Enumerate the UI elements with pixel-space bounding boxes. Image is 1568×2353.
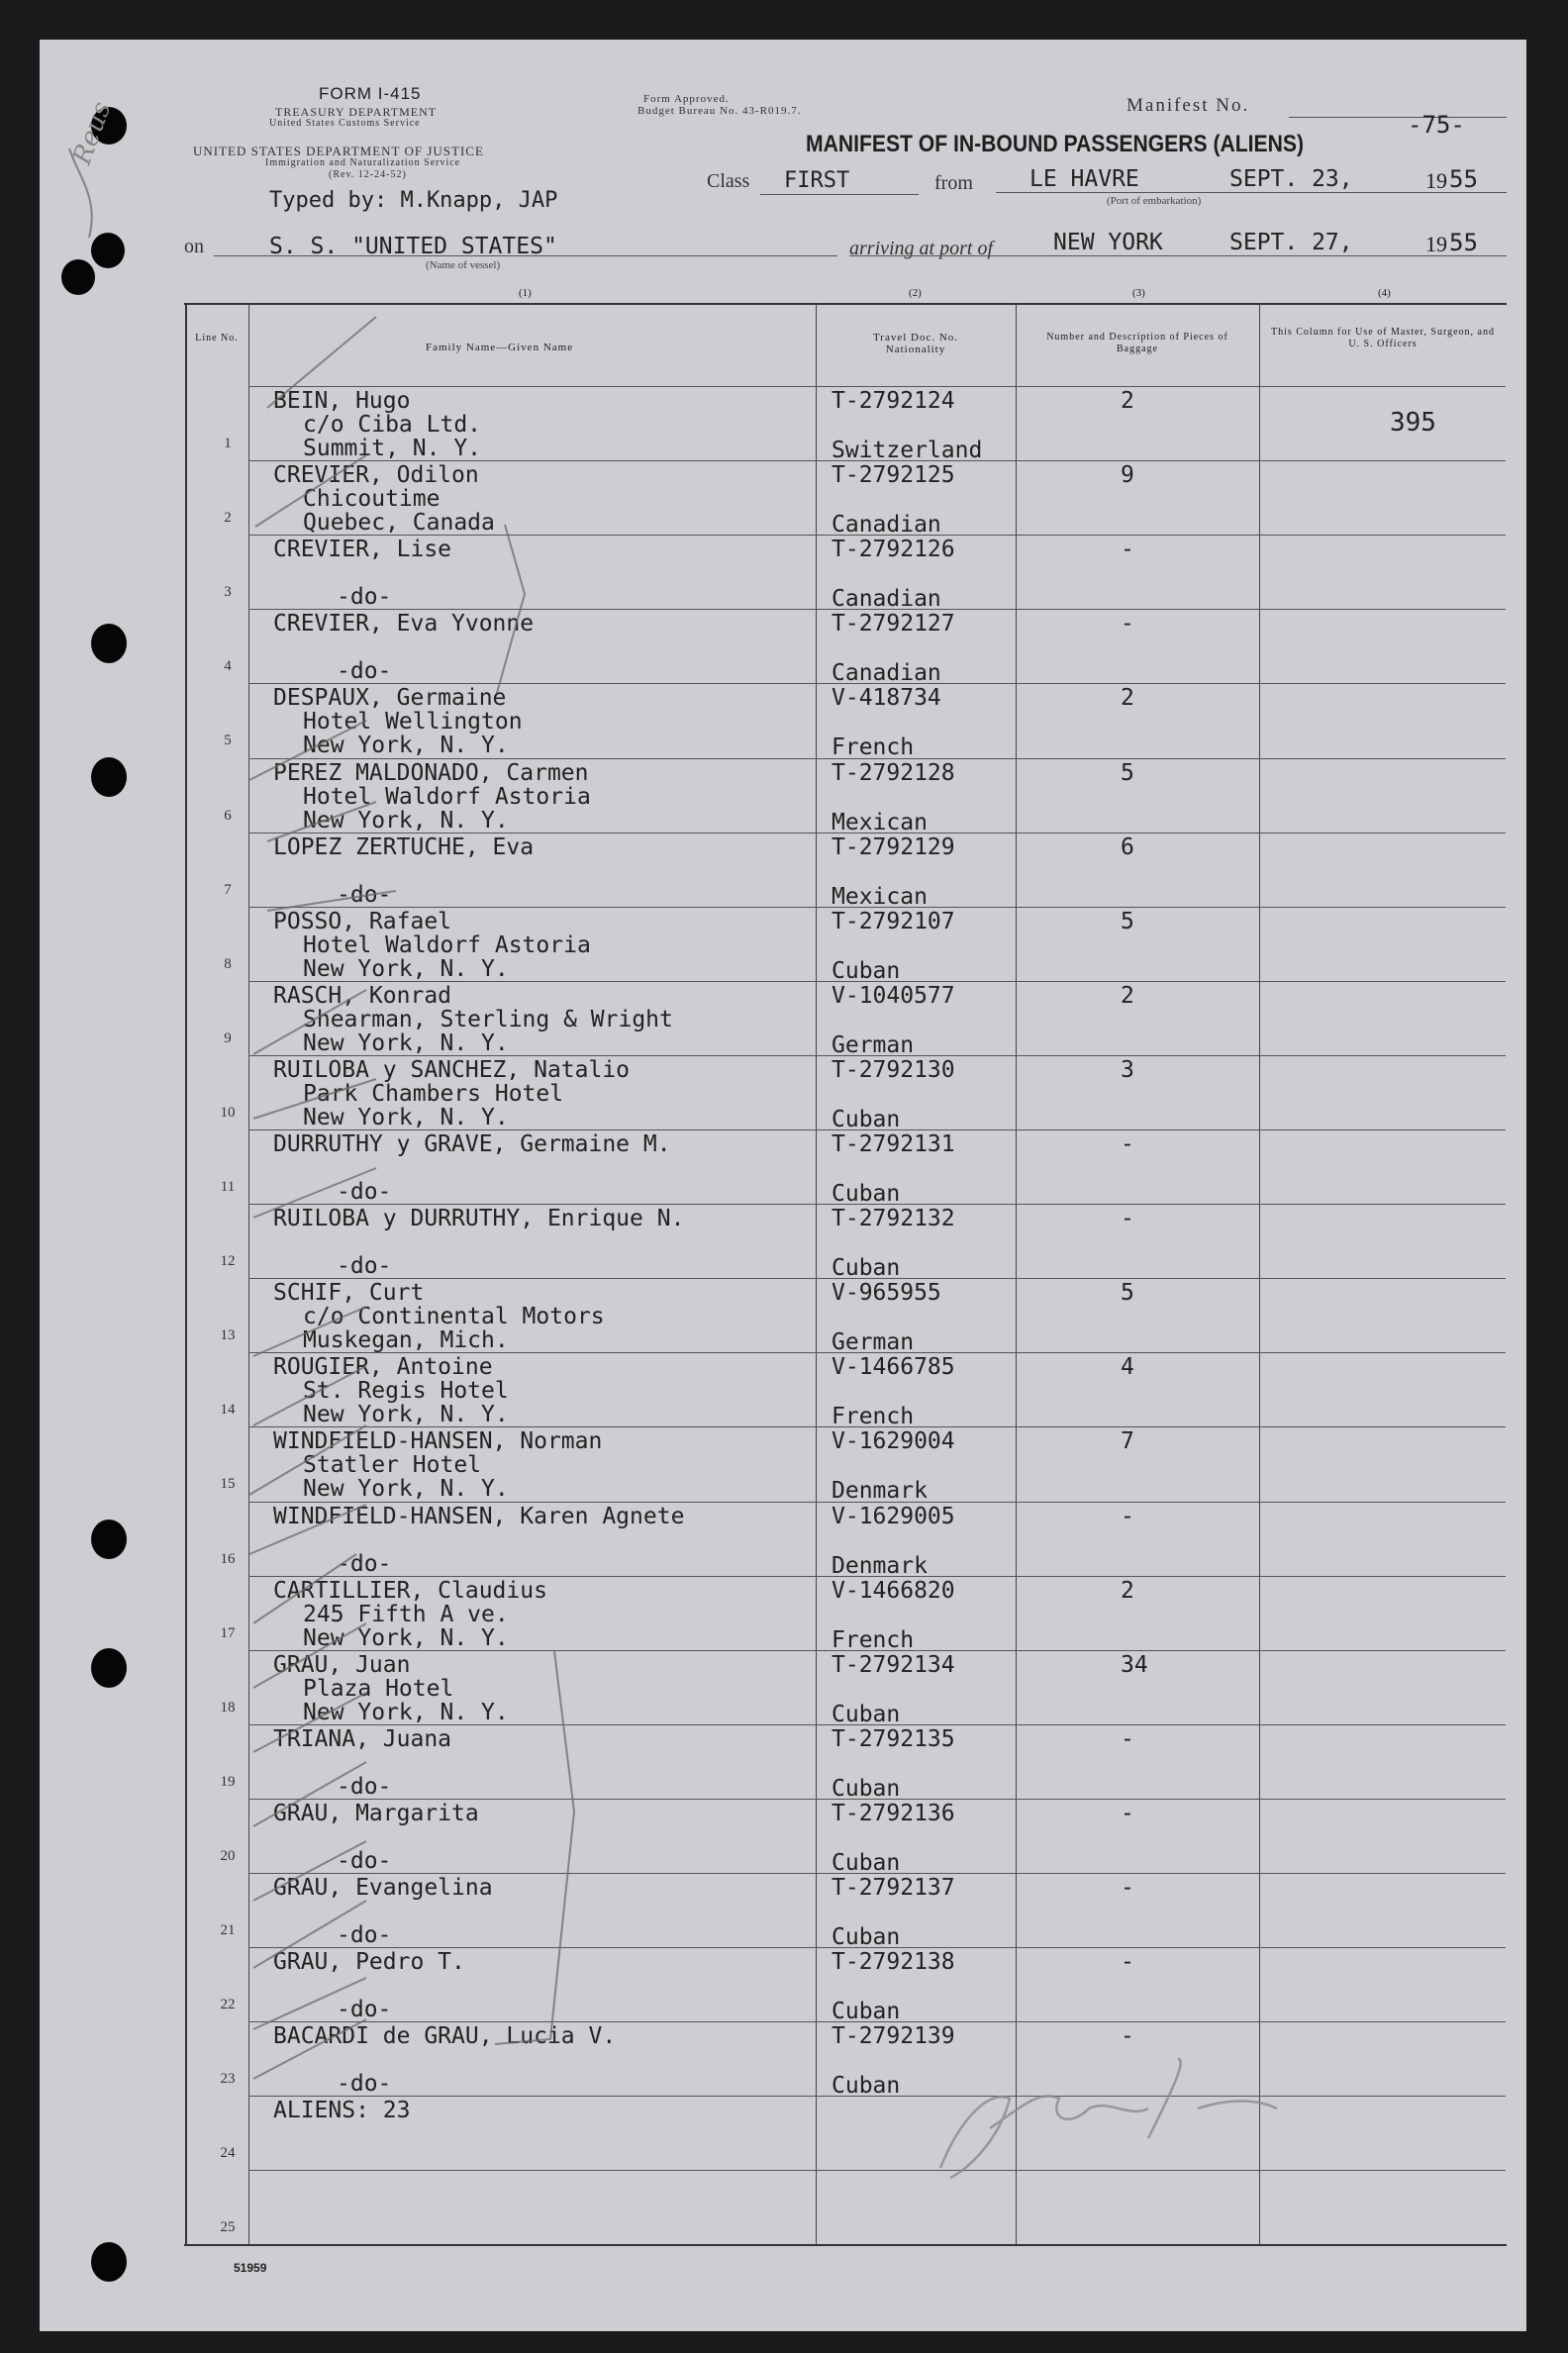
- vessel-name: S. S. "UNITED STATES": [269, 234, 557, 259]
- address-line-1: Hotel Waldorf Astoria: [303, 783, 591, 810]
- nationality: Canadian: [832, 660, 941, 687]
- from-label: from: [934, 172, 973, 194]
- passenger-name: WINDFIELD-HANSEN, Karen Agnete: [273, 1503, 685, 1529]
- travel-doc-number: V-1629004: [832, 1428, 955, 1455]
- address-line-1: Hotel Wellington: [303, 709, 523, 735]
- line-number: 16: [220, 1550, 236, 1567]
- address-line-2: -do-: [337, 1773, 392, 1800]
- budget-bureau: Budget Bureau No. 43-R019.7.: [637, 105, 802, 117]
- passenger-name: GRAU, Evangelina: [273, 1875, 493, 1901]
- address-line-2: -do-: [337, 881, 392, 908]
- address-line-2: New York, N. Y.: [303, 1699, 509, 1725]
- baggage-count: -: [1121, 1875, 1134, 1901]
- pencil-marks: [40, 40, 1526, 2331]
- col-number-2: (2): [909, 287, 922, 299]
- address-line-1: Hotel Waldorf Astoria: [303, 931, 591, 958]
- margin-note: Reus: [67, 97, 118, 169]
- baggage-count: 5: [1121, 908, 1134, 934]
- on-label: on: [184, 236, 204, 257]
- travel-doc-number: T-2792107: [832, 908, 955, 934]
- baggage-count: 34: [1121, 1651, 1148, 1678]
- travel-doc-number: T-2792129: [832, 833, 955, 860]
- passenger-name: TRIANA, Juana: [273, 1725, 452, 1752]
- nationality: French: [832, 735, 915, 761]
- passenger-name: ALIENS: 23: [273, 2098, 411, 2124]
- nationality: Canadian: [832, 512, 941, 539]
- line-number: 18: [220, 1699, 236, 1716]
- nationality: Cuban: [832, 1106, 901, 1132]
- nationality: Cuban: [832, 957, 901, 984]
- col-number-4: (4): [1378, 287, 1391, 299]
- customs-service: United States Customs Service: [269, 118, 421, 129]
- class-label: Class: [707, 170, 750, 192]
- passenger-name: GRAU, Pedro T.: [273, 1949, 465, 1976]
- address-line-1: Shearman, Sterling & Wright: [303, 1006, 673, 1032]
- line-number: 23: [220, 2071, 236, 2088]
- line-number: 20: [220, 1847, 236, 1864]
- nationality: Cuban: [832, 1255, 901, 1282]
- header-officer-use: This Column for Use of Master, Surgeon, and U. S. Officers: [1270, 327, 1495, 349]
- address-line-2: New York, N. Y.: [303, 1624, 509, 1651]
- travel-doc-number: T-2792126: [832, 537, 955, 563]
- address-line-1: c/o Ciba Ltd.: [303, 412, 482, 438]
- line-number: 8: [224, 955, 232, 972]
- port-embarkation: LE HAVRE: [1029, 166, 1139, 192]
- travel-doc-number: V-1040577: [832, 982, 955, 1009]
- passenger-name: POSSO, Rafael: [273, 908, 452, 934]
- address-line-1: Park Chambers Hotel: [303, 1080, 564, 1107]
- baggage-count: 7: [1121, 1428, 1134, 1455]
- nationality: Cuban: [832, 1849, 901, 1876]
- travel-doc-number: T-2792134: [832, 1651, 955, 1678]
- nationality: Mexican: [832, 883, 928, 910]
- address-line-1: c/o Continental Motors: [303, 1304, 605, 1330]
- passenger-name: CARTILLIER, Claudius: [273, 1577, 547, 1604]
- embark-year: 55: [1449, 165, 1478, 193]
- justice-dept: UNITED STATES DEPARTMENT OF JUSTICE: [193, 144, 484, 158]
- baggage-count: -: [1121, 1503, 1134, 1529]
- baggage-count: -: [1121, 611, 1134, 637]
- address-line-2: -do-: [337, 1550, 392, 1577]
- baggage-count: 2: [1121, 388, 1134, 414]
- header-name: Family Name—Given Name: [426, 342, 574, 353]
- col-number-3: (3): [1132, 287, 1145, 299]
- line-number: 10: [220, 1104, 236, 1121]
- baggage-count: 2: [1121, 685, 1134, 712]
- address-line-2: -do-: [337, 1179, 392, 1205]
- line-number: 9: [224, 1029, 232, 1046]
- passenger-name: BEIN, Hugo: [273, 388, 411, 414]
- line-number: 19: [220, 1773, 236, 1790]
- travel-doc-number: T-2792136: [832, 1800, 955, 1826]
- passenger-name: BACARDI de GRAU, Lucia V.: [273, 2023, 617, 2050]
- nationality: German: [832, 1329, 915, 1356]
- arriving-label: arriving at port of: [849, 238, 994, 259]
- line-number: 6: [224, 807, 232, 824]
- treasury-dept: TREASURY DEPARTMENT: [275, 105, 438, 119]
- arrival-port: NEW YORK: [1053, 230, 1163, 255]
- passenger-name: CREVIER, Eva Yvonne: [273, 611, 535, 637]
- vessel-caption: (Name of vessel): [426, 259, 501, 271]
- travel-doc-number: T-2792137: [832, 1875, 955, 1901]
- revision: (Rev. 12-24-52): [329, 169, 407, 180]
- approval-note: Form Approved.: [643, 93, 730, 105]
- address-line-2: -do-: [337, 584, 392, 611]
- baggage-count: 5: [1121, 1280, 1134, 1307]
- address-line-2: -do-: [337, 658, 392, 685]
- line-number: 4: [224, 658, 232, 675]
- travel-doc-number: V-965955: [832, 1280, 941, 1307]
- baggage-count: -: [1121, 1206, 1134, 1232]
- arrival-date: SEPT. 27,: [1229, 230, 1353, 255]
- arrival-year: 55: [1449, 229, 1478, 256]
- address-line-2: New York, N. Y.: [303, 807, 509, 833]
- line-number: 12: [220, 1253, 236, 1270]
- typed-by: Typed by: M.Knapp, JAP: [269, 188, 558, 213]
- line-number: 17: [220, 1624, 236, 1641]
- baggage-count: -: [1121, 1725, 1134, 1752]
- baggage-count: 9: [1121, 462, 1134, 489]
- manifest-no-label: Manifest No.: [1127, 95, 1250, 116]
- travel-doc-number: T-2792131: [832, 1131, 955, 1157]
- nationality: Denmark: [832, 1478, 928, 1505]
- nationality: Switzerland: [832, 438, 983, 463]
- address-line-2: Muskegan, Mich.: [303, 1327, 509, 1354]
- nationality: Canadian: [832, 586, 941, 613]
- line-number: 5: [224, 733, 232, 749]
- nationality: Cuban: [832, 1999, 901, 2025]
- nationality: Cuban: [832, 1775, 901, 1802]
- baggage-count: -: [1121, 1131, 1134, 1157]
- line-number: 13: [220, 1327, 236, 1344]
- baggage-count: 5: [1121, 759, 1134, 786]
- passenger-name: CREVIER, Odilon: [273, 462, 479, 489]
- travel-doc-number: V-1466785: [832, 1354, 955, 1381]
- manifest-number: -75-: [1408, 111, 1465, 139]
- baggage-count: -: [1121, 537, 1134, 563]
- address-line-2: Quebec, Canada: [303, 510, 495, 537]
- nationality: French: [832, 1626, 915, 1653]
- line-number: 22: [220, 1997, 236, 2013]
- manifest-title: MANIFEST OF IN-BOUND PASSENGERS (ALIENS): [806, 131, 1304, 157]
- form-footer-number: 51959: [234, 2261, 267, 2275]
- baggage-count: -: [1121, 1949, 1134, 1976]
- baggage-count: -: [1121, 1800, 1134, 1826]
- passenger-name: ROUGIER, Antoine: [273, 1354, 493, 1381]
- address-line-2: -do-: [337, 2071, 392, 2098]
- address-line-2: New York, N. Y.: [303, 733, 509, 759]
- embarkation-date: SEPT. 23,: [1229, 166, 1353, 192]
- passenger-name: CREVIER, Lise: [273, 537, 452, 563]
- line-number: 1: [224, 436, 232, 451]
- passenger-name: RUILOBA y SANCHEZ, Natalio: [273, 1056, 631, 1083]
- travel-doc-number: T-2792138: [832, 1949, 955, 1976]
- baggage-count: 2: [1121, 982, 1134, 1009]
- nationality: Cuban: [832, 1924, 901, 1950]
- nationality: Mexican: [832, 809, 928, 835]
- manifest-sheet: [40, 40, 1526, 2331]
- ins-service: Immigration and Naturalization Service: [265, 157, 461, 168]
- embark-caption: (Port of embarkation): [1107, 195, 1202, 207]
- nationality: German: [832, 1031, 915, 1058]
- address-line-2: New York, N. Y.: [303, 1476, 509, 1503]
- travel-doc-number: T-2792127: [832, 611, 955, 637]
- passenger-name: RASCH, Konrad: [273, 982, 452, 1009]
- address-line-1: St. Regis Hotel: [303, 1378, 509, 1405]
- header-travel-doc: Travel Doc. No. Nationality: [872, 332, 959, 355]
- col-number-1: (1): [519, 287, 532, 299]
- line-number: 21: [220, 1922, 236, 1938]
- passenger-name: DESPAUX, Germaine: [273, 685, 507, 712]
- nationality: Cuban: [832, 1701, 901, 1727]
- officer-note: 395: [1390, 408, 1436, 438]
- baggage-count: 4: [1121, 1354, 1134, 1381]
- travel-doc-number: V-418734: [832, 685, 941, 712]
- travel-doc-number: T-2792132: [832, 1206, 955, 1232]
- line-number: 7: [224, 881, 232, 898]
- address-line-2: New York, N. Y.: [303, 1104, 509, 1130]
- address-line-2: -do-: [337, 1847, 392, 1874]
- baggage-count: 3: [1121, 1056, 1134, 1083]
- address-line-2: New York, N. Y.: [303, 955, 509, 982]
- address-line-1: Statler Hotel: [303, 1452, 482, 1479]
- travel-doc-number: V-1466820: [832, 1577, 955, 1604]
- arrival-year-prefix: 19: [1425, 232, 1447, 256]
- passenger-name: WINDFIELD-HANSEN, Norman: [273, 1428, 603, 1455]
- form-number: FORM I-415: [319, 84, 422, 103]
- address-line-2: New York, N. Y.: [303, 1402, 509, 1428]
- line-number: 15: [220, 1476, 236, 1493]
- nationality: French: [832, 1404, 915, 1430]
- nationality: Denmark: [832, 1552, 928, 1579]
- address-line-2: -do-: [337, 1997, 392, 2023]
- address-line-2: Summit, N. Y.: [303, 436, 482, 461]
- travel-doc-number: T-2792135: [832, 1725, 955, 1752]
- line-number: 2: [224, 510, 232, 527]
- address-line-1: 245 Fifth A ve.: [303, 1601, 509, 1627]
- travel-doc-number: T-2792125: [832, 462, 955, 489]
- line-number: 14: [220, 1402, 236, 1419]
- travel-doc-number: T-2792139: [832, 2023, 955, 2050]
- line-number: 11: [220, 1179, 236, 1195]
- embark-year-prefix: 19: [1425, 168, 1447, 193]
- travel-doc-number: T-2792130: [832, 1056, 955, 1083]
- address-line-2: New York, N. Y.: [303, 1029, 509, 1056]
- nationality: Cuban: [832, 2073, 901, 2100]
- passenger-name: GRAU, Margarita: [273, 1800, 479, 1826]
- passenger-name: PEREZ MALDONADO, Carmen: [273, 759, 589, 786]
- line-number: 3: [224, 584, 232, 601]
- passenger-name: RUILOBA y DURRUTHY, Enrique N.: [273, 1206, 685, 1232]
- baggage-count: -: [1121, 2023, 1134, 2050]
- passenger-name: DURRUTHY y GRAVE, Germaine M.: [273, 1131, 671, 1157]
- address-line-2: -do-: [337, 1253, 392, 1280]
- baggage-count: 2: [1121, 1577, 1134, 1604]
- baggage-count: 6: [1121, 833, 1134, 860]
- address-line-1: Chicoutime: [303, 486, 441, 513]
- travel-doc-number: T-2792128: [832, 759, 955, 786]
- line-number: 24: [220, 2145, 236, 2162]
- passenger-name: SCHIF, Curt: [273, 1280, 425, 1307]
- passenger-name: GRAU, Juan: [273, 1651, 411, 1678]
- header-baggage: Number and Description of Pieces of Baggage: [1046, 332, 1228, 354]
- address-line-2: -do-: [337, 1922, 392, 1948]
- travel-doc-number: V-1629005: [832, 1503, 955, 1529]
- nationality: Cuban: [832, 1181, 901, 1207]
- line-number: 25: [220, 2219, 236, 2236]
- header-line-no: Line No.: [195, 333, 239, 343]
- travel-doc-number: T-2792124: [832, 388, 955, 414]
- passenger-name: LOPEZ ZERTUCHE, Eva: [273, 833, 535, 860]
- class-value: FIRST: [784, 168, 850, 193]
- address-line-1: Plaza Hotel: [303, 1675, 454, 1702]
